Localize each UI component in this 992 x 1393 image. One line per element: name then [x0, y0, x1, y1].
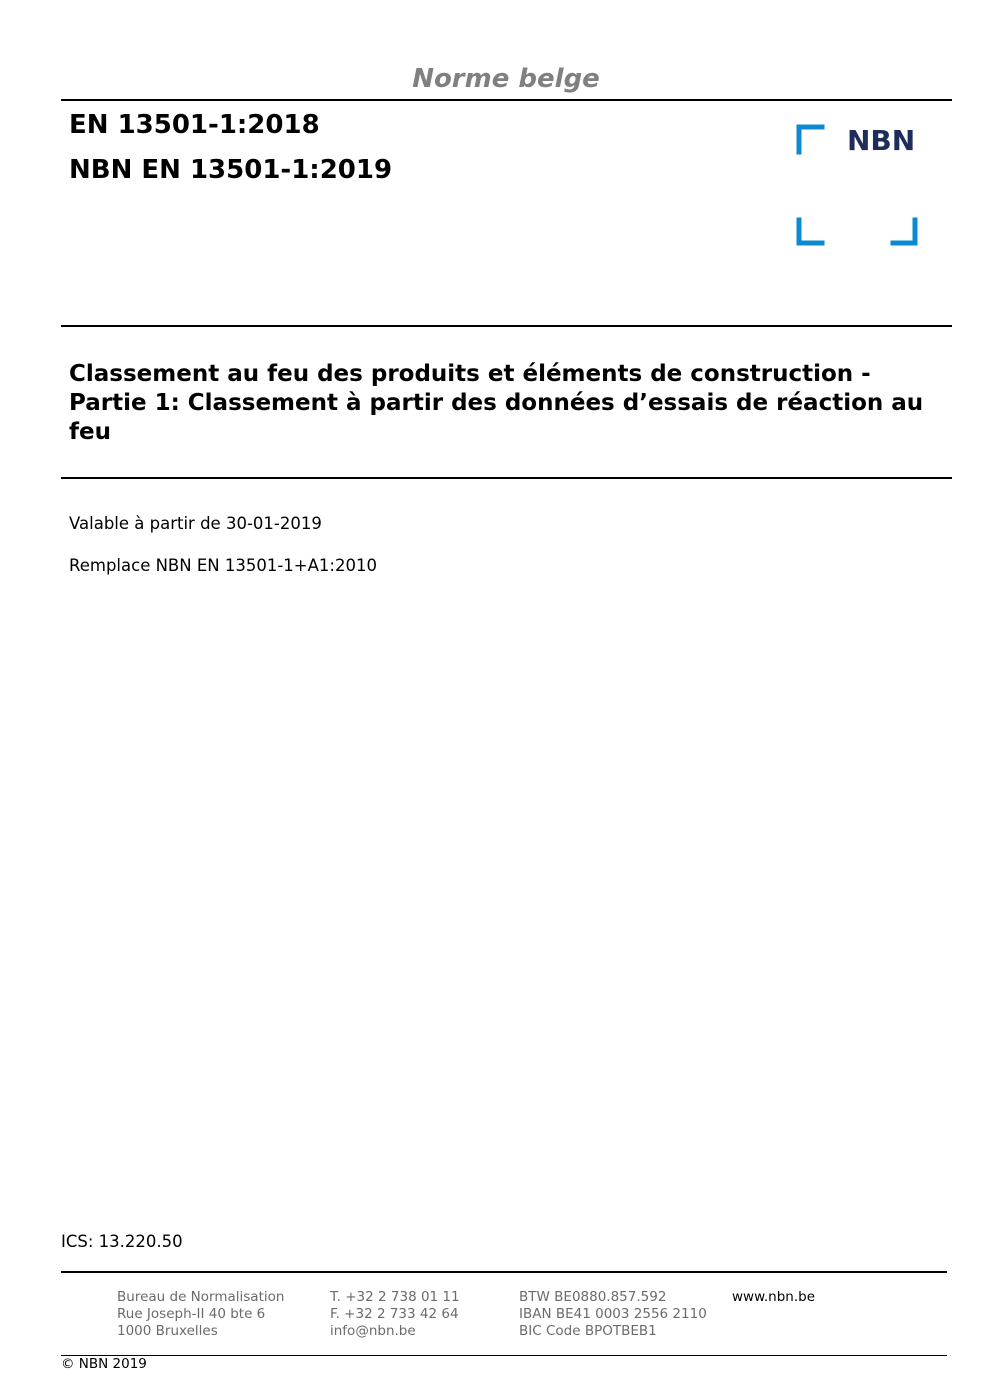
replaces-standard: Remplace NBN EN 13501-1+A1:2010	[69, 556, 377, 575]
title-top-divider	[61, 325, 952, 327]
footer-vat: BTW BE0880.857.592	[519, 1289, 667, 1305]
copyright: © NBN 2019	[61, 1356, 147, 1372]
footer-website-link[interactable]: www.nbn.be	[732, 1289, 816, 1305]
title-line: Classement au feu des produits et éléments de construction -	[69, 361, 871, 387]
footer-top-divider	[61, 1271, 947, 1273]
nbn-logo-text: NBN	[847, 124, 916, 157]
footer-bottom-divider	[61, 1355, 947, 1356]
document-type-heading: Norme belge	[412, 64, 600, 94]
title-line: feu	[69, 419, 111, 445]
footer-address-line: Bureau de Normalisation	[117, 1289, 285, 1305]
footer-address-line: 1000 Bruxelles	[117, 1323, 218, 1339]
top-divider	[61, 99, 952, 101]
nbn-standard-number: NBN EN 13501-1:2019	[69, 155, 393, 185]
footer-fax: F. +32 2 733 42 64	[330, 1306, 459, 1322]
footer-address	[117, 1289, 284, 1340]
title-bottom-divider	[61, 477, 952, 479]
nbn-logo	[796, 124, 922, 248]
footer-web	[732, 1289, 815, 1306]
footer-address-line: Rue Joseph-II 40 bte 6	[117, 1306, 266, 1322]
footer-email-link[interactable]: info@nbn.be	[330, 1323, 416, 1339]
footer-bank	[519, 1289, 707, 1340]
en-standard-number: EN 13501-1:2018	[69, 110, 320, 140]
footer-bic: BIC Code BPOTBEB1	[519, 1323, 657, 1339]
footer-contact	[330, 1289, 460, 1340]
validity-date: Valable à partir de 30-01-2019	[69, 514, 322, 533]
ics-code: ICS: 13.220.50	[61, 1232, 183, 1251]
footer-phone: T. +32 2 738 01 11	[330, 1289, 460, 1305]
document-title	[69, 360, 949, 447]
title-line: Partie 1: Classement à partir des données d’essais de réaction au	[69, 390, 924, 416]
footer-iban: IBAN BE41 0003 2556 2110	[519, 1306, 707, 1322]
